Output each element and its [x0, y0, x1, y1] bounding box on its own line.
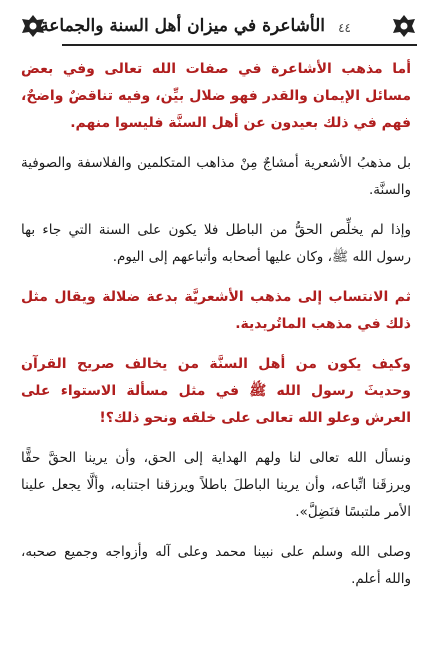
paragraph: أما مذهب الأشاعرة في صفات الله تعالى وفي بعض مسائل الإيمان والقدر فهو ضلال بيِّن، وفيه تناقضٌ واضحٌ، فهم في ذلك بعيدون عن أهل السنَّة فليسوا منهم.: [21, 61, 411, 131]
page-number: ٤٤: [338, 21, 351, 35]
page-header: [16, 12, 421, 48]
paragraph: ثم الانتساب إلى مذهب الأشعريَّة بدعة ضلالة ويقال مثل ذلك في مذهب الماتُريدية.: [21, 289, 411, 332]
paragraph: بل مذهبُ الأشعرية أمشاجٌ مِنْ مذاهب المتكلمين والفلاسفة والصوفية والسنَّة.: [21, 155, 411, 198]
ornament-icon: [20, 14, 46, 38]
paragraph: ونسأل الله تعالى لنا ولهم الهداية إلى الحق، وأن يرينا الحقَّ حقًّا ويرزقَنا اتِّباعه، وأن يرينا الباطلَ باطلاً ويرزقنا اجتنابه، وألَّا يجعل علينا الأمر ملتبسًا فنَضِلَّ».: [21, 450, 411, 520]
paragraph: وصلى الله وسلم على نبينا محمد وعلى آله وأزواجه وجميع صحبه، والله أعلم.: [21, 544, 411, 587]
body-text: [21, 56, 411, 606]
ornament-icon: [391, 14, 417, 38]
header-rule: [62, 44, 417, 46]
paragraph: وكيف يكون من أهل السنَّة من يخالف صريح القرآن وحديثَ رسول الله ﷺ في مثل مسألة الاستواء على العرش وعلو الله تعالى على خلقه ونحو ذلك؟!: [21, 356, 411, 426]
header-title: الأشاعرة في ميزان أهل السنة والجماعة: [40, 16, 325, 36]
paragraph: وإذا لم يخلِّص الحقُّ من الباطل فلا يكون على السنة التي جاء بها رسول الله ﷺ، وكان عليها أصحابه وأتباعهم إلى اليوم.: [21, 222, 411, 265]
